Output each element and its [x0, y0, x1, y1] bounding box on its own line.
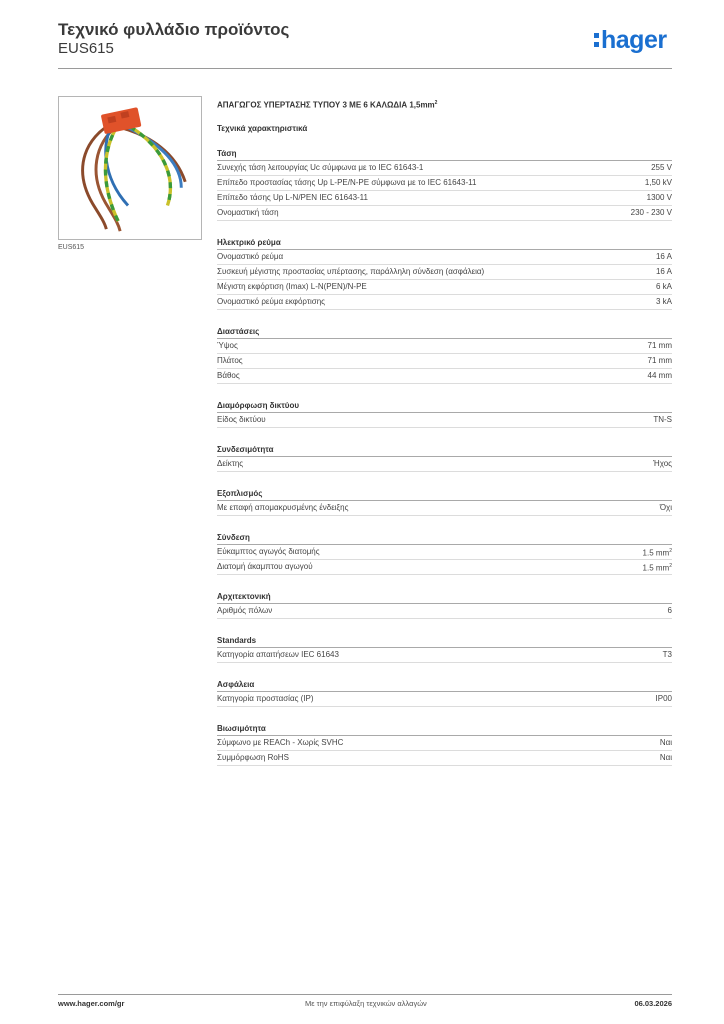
- spec-row: [217, 250, 672, 265]
- spec-value: [663, 648, 672, 662]
- spec-sections: [217, 147, 672, 766]
- spec-row: [217, 191, 672, 206]
- spec-value: [648, 354, 672, 368]
- section-title: Ηλεκτρικό ρεύμα: [217, 236, 672, 250]
- section-title: Τάση: [217, 147, 672, 161]
- spec-label: Ονομαστική τάση: [217, 208, 279, 217]
- spec-label: Εύκαμπτος αγωγός διατομής: [217, 547, 320, 556]
- spec-value-text: 1300 V: [646, 193, 672, 202]
- spec-value-text: 1.5 mm: [642, 548, 670, 558]
- spec-value: [656, 265, 672, 279]
- section-title: Ασφάλεια: [217, 678, 672, 692]
- spec-value-text: 71 mm: [647, 341, 672, 350]
- spec-value: [648, 339, 672, 353]
- spec-value-text: T3: [662, 650, 672, 659]
- spec-label: Πλάτος: [217, 356, 243, 365]
- section-title: Αρχιτεκτονική: [217, 590, 672, 604]
- spec-label: Επίπεδο προστασίας τάσης Up L-PE/N-PE σύμφωνα με το IEC 61643-11: [217, 178, 477, 187]
- spec-row: [217, 736, 672, 751]
- spec-value-text: IP00: [655, 694, 672, 703]
- spec-label: Είδος δικτύου: [217, 415, 266, 424]
- spec-section: [217, 722, 672, 766]
- spec-section: [217, 147, 672, 221]
- spec-row: [217, 751, 672, 766]
- spec-label: Δείκτης: [217, 459, 244, 468]
- spec-value-sup: 2: [669, 562, 672, 569]
- spec-label: Βάθος: [217, 371, 240, 380]
- spec-section: [217, 590, 672, 619]
- logo-dots-icon: [594, 33, 599, 47]
- technical-characteristics-heading: Τεχνικά χαρακτηριστικά: [217, 124, 308, 133]
- spec-row: [217, 545, 672, 560]
- footer-notice: Με την επιφύλαξη τεχνικών αλλαγών: [305, 999, 427, 1008]
- spec-value: [656, 692, 672, 706]
- spec-label: Κατηγορία απαιτήσεων IEC 61643: [217, 650, 339, 659]
- spec-row: [217, 501, 672, 516]
- spec-value-text: 6 kA: [655, 282, 672, 291]
- spec-label: Κατηγορία προστασίας (IP): [217, 694, 314, 703]
- spec-label: Σύμφωνο με REACh - Χωρίς SVHC: [217, 738, 344, 747]
- spec-value-text: Ναι: [659, 753, 672, 762]
- spec-label: Διατομή άκαμπτου αγωγού: [217, 562, 313, 571]
- spec-row: [217, 457, 672, 472]
- spec-value: [653, 413, 672, 427]
- spec-label: Συνεχής τάση λειτουργίας Uc σύμφωνα με το IEC 61643-1: [217, 163, 424, 172]
- spec-value-text: Ναι: [659, 738, 672, 747]
- spec-value-text: 1,50 kV: [644, 178, 672, 187]
- spec-label: Συσκευή μέγιστης προστασίας υπέρτασης, παράλληλη σύνδεση (ασφάλεια): [217, 267, 485, 276]
- spec-value-text: 1.5 mm: [642, 563, 670, 573]
- spec-section: [217, 325, 672, 384]
- spec-section: [217, 443, 672, 472]
- spec-value: [645, 176, 672, 190]
- spec-value-text: Όχι: [659, 503, 672, 512]
- spec-row: [217, 280, 672, 295]
- section-title: Εξοπλισμός: [217, 487, 672, 501]
- spec-section: [217, 236, 672, 310]
- spec-value-text: 71 mm: [647, 356, 672, 365]
- spec-value: [631, 206, 672, 220]
- spec-value-sup: 2: [669, 547, 672, 554]
- spec-section: [217, 487, 672, 516]
- spec-row: [217, 206, 672, 221]
- spec-label: Επίπεδο τάσης Up L-N/PEN IEC 61643-11: [217, 193, 368, 202]
- product-title-sup: 2: [434, 100, 438, 106]
- spec-value-text: 16 A: [655, 252, 672, 261]
- spec-value: [647, 191, 672, 205]
- spec-value: [660, 751, 672, 765]
- spec-row: [217, 354, 672, 369]
- spec-section: [217, 531, 672, 575]
- spec-section: [217, 634, 672, 663]
- spec-value-text: 6: [667, 606, 672, 615]
- spec-row: [217, 648, 672, 663]
- spec-value-text: 255 V: [651, 163, 672, 172]
- section-title: Διαστάσεις: [217, 325, 672, 339]
- section-title: Διαμόρφωση δικτύου: [217, 399, 672, 413]
- hager-logo[interactable]: [594, 26, 667, 55]
- spec-value: [668, 604, 672, 618]
- section-title: Σύνδεση: [217, 531, 672, 545]
- spec-value: [660, 736, 672, 750]
- spec-value-text: 3 kA: [655, 297, 672, 306]
- spec-value: [656, 250, 672, 264]
- spec-value: [660, 501, 672, 515]
- spec-label: Ονομαστικό ρεύμα: [217, 252, 284, 261]
- header-divider: [58, 68, 672, 69]
- spec-label: Μέγιστη εκφόρτιση (Imax) L-N(PEN)/N-PE: [217, 282, 367, 291]
- spec-row: [217, 604, 672, 619]
- spec-value-text: Ήχος: [653, 459, 672, 468]
- spec-label: Αριθμός πόλων: [217, 606, 273, 615]
- section-title: Συνδεσιμότητα: [217, 443, 672, 457]
- spec-value: [651, 161, 672, 175]
- spec-value: [656, 295, 672, 309]
- spec-section: [217, 399, 672, 428]
- image-caption: EUS615: [58, 244, 85, 251]
- spec-value: [656, 280, 672, 294]
- spec-row: [217, 413, 672, 428]
- spec-row: [217, 265, 672, 280]
- spec-label: Ονομαστικό ρεύμα εκφόρτισης: [217, 297, 326, 306]
- product-title-text: ΑΠΑΓΩΓΟΣ ΥΠΕΡΤΑΣΗΣ ΤΥΠΟΥ 3 ΜΕ 6 ΚΑΛΩΔΙΑ 1,5mm: [217, 100, 435, 110]
- spec-row: [217, 295, 672, 310]
- spec-value-text: 230 - 230 V: [630, 208, 672, 217]
- spec-value: [643, 559, 672, 576]
- section-title: Standards: [217, 634, 672, 648]
- document-title: Τεχνικό φυλλάδιο προϊόντος: [58, 20, 290, 39]
- surge-arrester-illustration: [59, 97, 201, 239]
- spec-row: [217, 339, 672, 354]
- footer-divider: [58, 994, 672, 995]
- spec-value-text: TN-S: [653, 415, 672, 424]
- product-image: [58, 96, 202, 240]
- spec-label: Συμμόρφωση RoHS: [217, 753, 289, 762]
- logo-text: hager: [601, 26, 667, 54]
- spec-section: [217, 678, 672, 707]
- datasheet-content: [217, 96, 672, 781]
- footer-website-link[interactable]: www.hager.com/gr: [58, 999, 125, 1008]
- spec-row: [217, 176, 672, 191]
- spec-value: [648, 369, 672, 383]
- section-title: Βιωσιμότητα: [217, 722, 672, 736]
- spec-row: [217, 560, 672, 575]
- spec-label: Ύψος: [217, 341, 238, 350]
- product-title: [217, 96, 672, 110]
- spec-value-text: 16 A: [655, 267, 672, 276]
- footer-date: 06.03.2026: [634, 999, 672, 1008]
- spec-value: [653, 457, 672, 471]
- spec-value-text: 44 mm: [647, 371, 672, 380]
- spec-row: [217, 369, 672, 384]
- spec-row: [217, 692, 672, 707]
- spec-row: [217, 161, 672, 176]
- product-reference: EUS615: [58, 40, 114, 57]
- spec-label: Με επαφή απομακρυσμένης ένδειξης: [217, 503, 349, 512]
